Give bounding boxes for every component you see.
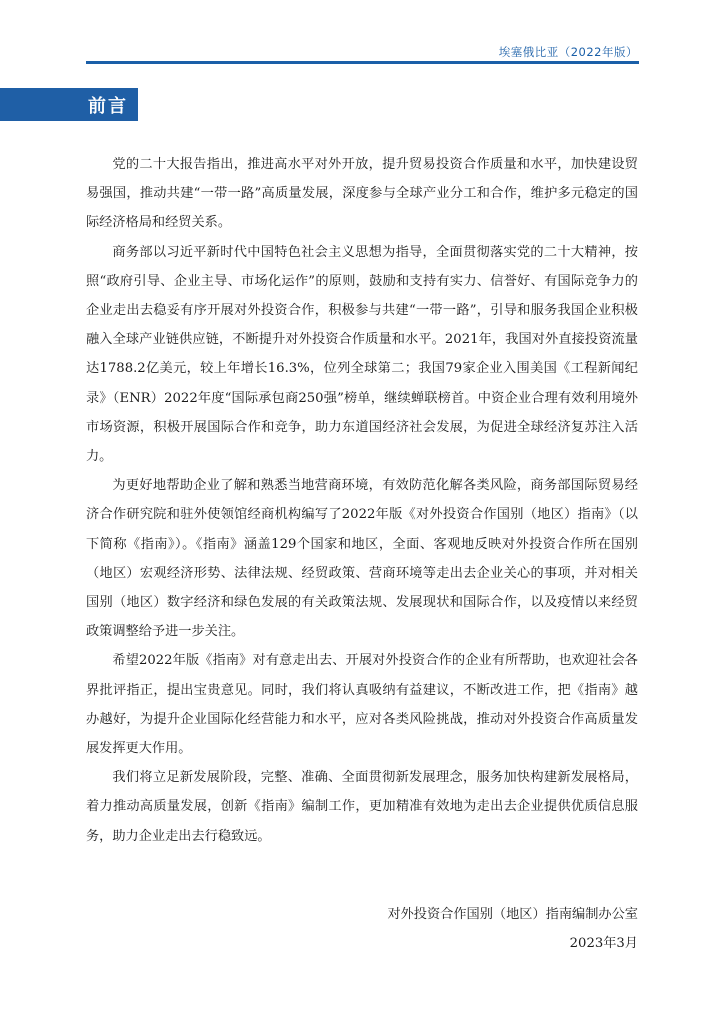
paragraph-1: 党的二十大报告指出，推进高水平对外开放，提升贸易投资合作质量和水平，加快建设贸易强国，推动共建“一带一路”高质量发展，深度参与全球产业分工和合作，维护多元稳定的国际经济格局和经贸关系。 <box>86 157 638 231</box>
header-divider <box>86 61 639 64</box>
paragraph-2: 商务部以习近平新时代中国特色社会主义思想为指导，全面贯彻落实党的二十大精神，按照“政府引导、企业主导、市场化运作”的原则，鼓励和支持有实力、信誉好、有国际竞争力的企业走出去稳妥有序开展对外投资合作，积极参与共建“一带一路”，引导和服务我国企业积极融入全球产业链供应链，不断提升对外投资合作质量和水平。2021年，我国对外直接投资流量达1788.2亿美元，较上年增长16.3%，位列全球第二；我国79家企业入围美国《工程新闻纪录》（ENR）2022年度“国际承包商250强”榜单，继续蝉联榜首。中资企业合理有效利用境外市场资源，积极开展国际合作和竞争，助力东道国经济社会发展，为促进全球经济复苏注入活力。 <box>86 244 638 465</box>
section-banner <box>0 88 138 121</box>
paragraph-3: 为更好地帮助企业了解和熟悉当地营商环境，有效防范化解各类风险，商务部国际贸易经济合作研究院和驻外使领馆经商机构编写了2022年版《对外投资合作国别（地区）指南》（以下简称《指南》）。《指南》涵盖129个国家和地区，全面、客观地反映对外投资合作所在国别（地区）宏观经济形势、法律法规、经贸政策、营商环境等走出去企业关心的事项，并对相关国别（地区）数字经济和绿色发展的有关政策法规、发展现状和国际合作，以及疫情以来经贸政策调整给予进一步关注。 <box>86 478 638 640</box>
signature-block <box>387 900 638 958</box>
paragraph-5: 我们将立足新发展阶段，完整、准确、全面贯彻新发展理念，服务加快构建新发展格局，着力推动高质量发展，创新《指南》编制工作，更加精准有效地为走出去企业提供优质信息服务，助力企业走出去行稳致远。 <box>86 770 638 844</box>
signature-office: 对外投资合作国别（地区）指南编制办公室 <box>387 907 638 922</box>
paragraph-4: 希望2022年版《指南》对有意走出去、开展对外投资合作的企业有所帮助，也欢迎社会各界批评指正，提出宝贵意见。同时，我们将认真吸纳有益建议，不断改进工作，把《指南》越办越好，为提升企业国际化经营能力和水平，应对各类风险挑战，推动对外投资合作高质量发展发挥更大作用。 <box>86 653 638 757</box>
signature-date: 2023年3月 <box>569 936 638 951</box>
preface-body <box>86 150 638 851</box>
section-title: 前言 <box>88 95 128 117</box>
running-header-title: 埃塞俄比亚（2022年版） <box>498 45 638 59</box>
